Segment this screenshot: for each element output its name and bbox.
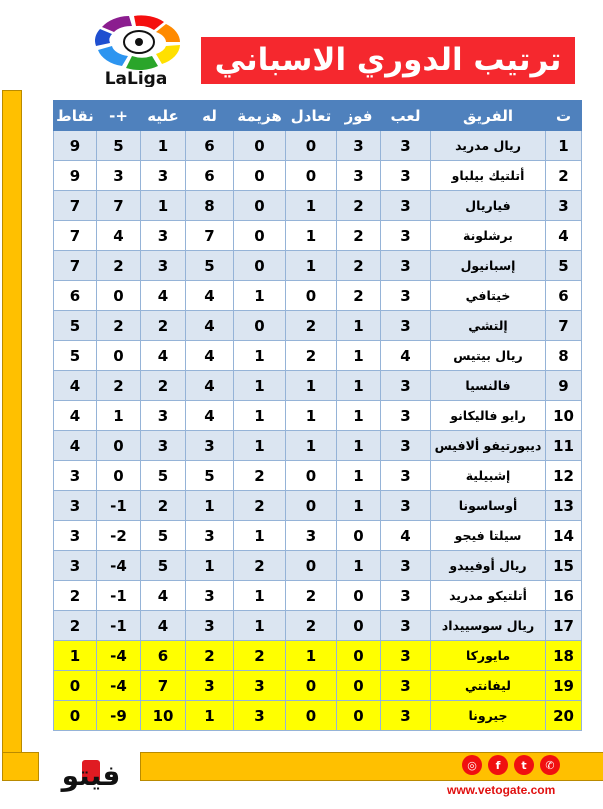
- cell: 4: [141, 611, 186, 641]
- cell: 4: [186, 281, 234, 311]
- cell: 2: [337, 191, 381, 221]
- cell: 3: [186, 671, 234, 701]
- cell: 3: [381, 221, 431, 251]
- cell: 3: [186, 521, 234, 551]
- cell: 3: [141, 161, 186, 191]
- cell: 1: [546, 131, 582, 161]
- cell: 1: [234, 611, 286, 641]
- cell: 0: [337, 671, 381, 701]
- cell: 3: [381, 671, 431, 701]
- cell: 0: [337, 611, 381, 641]
- table-row: [54, 191, 582, 221]
- cell: 0: [337, 701, 381, 731]
- cell: 2: [54, 581, 97, 611]
- team-name: ريال بيتيس: [431, 341, 546, 371]
- cell: 19: [546, 671, 582, 701]
- cell: -2: [97, 521, 141, 551]
- cell: 3: [54, 551, 97, 581]
- cell: 0: [286, 551, 337, 581]
- cell: 2: [234, 461, 286, 491]
- team-name: برشلونة: [431, 221, 546, 251]
- cell: 4: [141, 281, 186, 311]
- cell: 6: [186, 161, 234, 191]
- team-name: إشبيلية: [431, 461, 546, 491]
- cell: 1: [234, 521, 286, 551]
- column-header: نقاط: [54, 101, 97, 131]
- cell: 1: [337, 431, 381, 461]
- cell: 1: [141, 191, 186, 221]
- cell: 4: [546, 221, 582, 251]
- cell: 2: [286, 341, 337, 371]
- cell: 0: [337, 641, 381, 671]
- cell: 0: [97, 281, 141, 311]
- cell: 3: [381, 581, 431, 611]
- cell: 5: [141, 521, 186, 551]
- cell: 5: [97, 131, 141, 161]
- laliga-logo: [84, 12, 188, 87]
- cell: 0: [337, 521, 381, 551]
- whatsapp-icon[interactable]: ✆: [540, 755, 560, 775]
- cell: 3: [381, 401, 431, 431]
- cell: 3: [186, 611, 234, 641]
- svg-text:LaLiga: LaLiga: [104, 69, 168, 87]
- table-row: [54, 491, 582, 521]
- cell: 1: [234, 281, 286, 311]
- cell: 2: [141, 311, 186, 341]
- cell: 4: [54, 371, 97, 401]
- cell: 4: [54, 431, 97, 461]
- team-name: أوساسونا: [431, 491, 546, 521]
- cell: 3: [381, 191, 431, 221]
- cell: 3: [337, 131, 381, 161]
- cell: 3: [186, 581, 234, 611]
- instagram-icon[interactable]: ◎: [462, 755, 482, 775]
- table-row: [54, 371, 582, 401]
- table-row: [54, 611, 582, 641]
- cell: 1: [337, 371, 381, 401]
- cell: 7: [546, 311, 582, 341]
- cell: 6: [141, 641, 186, 671]
- cell: 7: [54, 251, 97, 281]
- cell: 2: [97, 251, 141, 281]
- cell: 0: [97, 431, 141, 461]
- cell: 3: [234, 671, 286, 701]
- table-row: [54, 431, 582, 461]
- cell: 3: [97, 161, 141, 191]
- cell: 0: [286, 461, 337, 491]
- cell: 8: [546, 341, 582, 371]
- cell: -4: [97, 551, 141, 581]
- cell: 4: [97, 221, 141, 251]
- cell: 5: [186, 251, 234, 281]
- website-url[interactable]: www.vetogate.com: [447, 783, 556, 797]
- team-name: ريال سوسييداد: [431, 611, 546, 641]
- cell: 12: [546, 461, 582, 491]
- team-name: ديبورتيفو ألافيس: [431, 431, 546, 461]
- team-name: مايوركا: [431, 641, 546, 671]
- cell: 9: [54, 131, 97, 161]
- cell: 4: [186, 311, 234, 341]
- cell: 3: [381, 641, 431, 671]
- cell: 1: [286, 221, 337, 251]
- table-row: [54, 281, 582, 311]
- cell: 2: [337, 281, 381, 311]
- cell: 2: [141, 371, 186, 401]
- cell: 1: [234, 371, 286, 401]
- cell: 2: [546, 161, 582, 191]
- cell: 0: [234, 251, 286, 281]
- team-name: إسبانيول: [431, 251, 546, 281]
- team-name: جيرونا: [431, 701, 546, 731]
- cell: 2: [337, 221, 381, 251]
- column-header: هزيمة: [234, 101, 286, 131]
- table-row: [54, 581, 582, 611]
- facebook-icon[interactable]: f: [488, 755, 508, 775]
- twitter-icon[interactable]: t: [514, 755, 534, 775]
- team-name: أتلتيكو مدريد: [431, 581, 546, 611]
- cell: 1: [54, 641, 97, 671]
- cell: 4: [381, 521, 431, 551]
- team-name: ليفانتي: [431, 671, 546, 701]
- social-icons: [462, 755, 560, 775]
- cell: -1: [97, 491, 141, 521]
- column-header: الفريق: [431, 101, 546, 131]
- standings-table: [53, 100, 582, 731]
- frame-left-bar: [2, 90, 22, 753]
- cell: 2: [234, 551, 286, 581]
- column-header: له: [186, 101, 234, 131]
- cell: 3: [337, 161, 381, 191]
- cell: 4: [186, 371, 234, 401]
- svg-text:فيتو: فيتو: [61, 759, 121, 792]
- team-name: ريال أوفييدو: [431, 551, 546, 581]
- cell: 3: [381, 611, 431, 641]
- table-row: [54, 401, 582, 431]
- cell: 0: [97, 461, 141, 491]
- table-header: [54, 101, 582, 131]
- frame-bottom-left: [2, 752, 39, 781]
- cell: 1: [286, 401, 337, 431]
- cell: 1: [286, 371, 337, 401]
- cell: 13: [546, 491, 582, 521]
- cell: 3: [381, 701, 431, 731]
- team-name: فياريال: [431, 191, 546, 221]
- cell: 2: [234, 641, 286, 671]
- cell: 7: [54, 221, 97, 251]
- cell: 0: [234, 311, 286, 341]
- cell: 1: [337, 401, 381, 431]
- cell: 6: [546, 281, 582, 311]
- cell: 2: [337, 251, 381, 281]
- cell: -1: [97, 581, 141, 611]
- cell: 2: [286, 581, 337, 611]
- cell: 5: [141, 551, 186, 581]
- cell: 0: [286, 131, 337, 161]
- cell: 3: [234, 701, 286, 731]
- column-header: تعادل: [286, 101, 337, 131]
- cell: 3: [381, 311, 431, 341]
- table-row: [54, 551, 582, 581]
- cell: 3: [381, 131, 431, 161]
- cell: 2: [97, 311, 141, 341]
- column-header: لعب: [381, 101, 431, 131]
- column-header: +-: [97, 101, 141, 131]
- cell: 4: [381, 341, 431, 371]
- cell: 2: [186, 641, 234, 671]
- cell: 1: [337, 551, 381, 581]
- cell: 0: [286, 491, 337, 521]
- cell: 3: [54, 521, 97, 551]
- cell: 3: [381, 371, 431, 401]
- cell: 0: [97, 341, 141, 371]
- cell: 7: [97, 191, 141, 221]
- page-title: ترتيب الدوري الاسباني: [201, 37, 575, 84]
- cell: 10: [141, 701, 186, 731]
- cell: 4: [186, 401, 234, 431]
- cell: 4: [54, 401, 97, 431]
- column-header: عليه: [141, 101, 186, 131]
- cell: 10: [546, 401, 582, 431]
- cell: 1: [337, 341, 381, 371]
- cell: 4: [186, 341, 234, 371]
- cell: 1: [286, 641, 337, 671]
- table-row: [54, 701, 582, 731]
- cell: 15: [546, 551, 582, 581]
- team-name: رايو فاليكانو: [431, 401, 546, 431]
- cell: 6: [186, 131, 234, 161]
- cell: 3: [141, 221, 186, 251]
- cell: 0: [234, 161, 286, 191]
- cell: 0: [234, 191, 286, 221]
- table-row: [54, 311, 582, 341]
- cell: 2: [54, 611, 97, 641]
- cell: 1: [97, 401, 141, 431]
- cell: -4: [97, 671, 141, 701]
- cell: 3: [186, 431, 234, 461]
- cell: 3: [54, 461, 97, 491]
- cell: 1: [234, 401, 286, 431]
- cell: 1: [286, 191, 337, 221]
- team-name: خيتافي: [431, 281, 546, 311]
- table-row: [54, 341, 582, 371]
- cell: 7: [186, 221, 234, 251]
- table-row: [54, 641, 582, 671]
- cell: 5: [186, 461, 234, 491]
- cell: 1: [186, 701, 234, 731]
- table-row: [54, 251, 582, 281]
- table-row: [54, 131, 582, 161]
- cell: 7: [54, 191, 97, 221]
- cell: 3: [141, 431, 186, 461]
- cell: 4: [141, 581, 186, 611]
- cell: 3: [381, 161, 431, 191]
- cell: 1: [286, 251, 337, 281]
- table-row: [54, 521, 582, 551]
- cell: 6: [54, 281, 97, 311]
- cell: 16: [546, 581, 582, 611]
- cell: 4: [141, 341, 186, 371]
- team-name: أتلتيك بيلباو: [431, 161, 546, 191]
- cell: 0: [286, 161, 337, 191]
- cell: 9: [546, 371, 582, 401]
- cell: 18: [546, 641, 582, 671]
- cell: 7: [141, 671, 186, 701]
- cell: 20: [546, 701, 582, 731]
- table-row: [54, 221, 582, 251]
- cell: 0: [337, 581, 381, 611]
- cell: 3: [381, 461, 431, 491]
- cell: 1: [186, 551, 234, 581]
- cell: 1: [234, 581, 286, 611]
- cell: 3: [141, 251, 186, 281]
- cell: 2: [141, 491, 186, 521]
- cell: 3: [54, 491, 97, 521]
- cell: -9: [97, 701, 141, 731]
- cell: 3: [381, 251, 431, 281]
- cell: 0: [54, 701, 97, 731]
- cell: 3: [381, 491, 431, 521]
- team-name: إلتشي: [431, 311, 546, 341]
- cell: 1: [141, 131, 186, 161]
- cell: 3: [381, 431, 431, 461]
- cell: 1: [337, 461, 381, 491]
- cell: 0: [286, 671, 337, 701]
- cell: 3: [546, 191, 582, 221]
- cell: 3: [381, 551, 431, 581]
- cell: 5: [546, 251, 582, 281]
- cell: 1: [186, 491, 234, 521]
- cell: 3: [141, 401, 186, 431]
- cell: 5: [54, 311, 97, 341]
- cell: 3: [381, 281, 431, 311]
- cell: 8: [186, 191, 234, 221]
- cell: 11: [546, 431, 582, 461]
- cell: 0: [234, 221, 286, 251]
- cell: -1: [97, 611, 141, 641]
- cell: 5: [141, 461, 186, 491]
- team-name: سيلتا فيجو: [431, 521, 546, 551]
- team-name: فالنسيا: [431, 371, 546, 401]
- cell: 3: [286, 521, 337, 551]
- table-row: [54, 161, 582, 191]
- cell: 1: [234, 341, 286, 371]
- veto-logo: [44, 752, 138, 794]
- column-header: ت: [546, 101, 582, 131]
- cell: 1: [234, 431, 286, 461]
- cell: 9: [54, 161, 97, 191]
- cell: 5: [54, 341, 97, 371]
- cell: 1: [337, 311, 381, 341]
- cell: 0: [54, 671, 97, 701]
- team-name: ريال مدريد: [431, 131, 546, 161]
- cell: 1: [286, 431, 337, 461]
- table-row: [54, 671, 582, 701]
- column-header: فوز: [337, 101, 381, 131]
- cell: 17: [546, 611, 582, 641]
- cell: 14: [546, 521, 582, 551]
- cell: 0: [234, 131, 286, 161]
- table-row: [54, 461, 582, 491]
- cell: 0: [286, 701, 337, 731]
- cell: 2: [234, 491, 286, 521]
- cell: -4: [97, 641, 141, 671]
- cell: 2: [97, 371, 141, 401]
- cell: 0: [286, 281, 337, 311]
- cell: 1: [337, 491, 381, 521]
- cell: 2: [286, 611, 337, 641]
- cell: 2: [286, 311, 337, 341]
